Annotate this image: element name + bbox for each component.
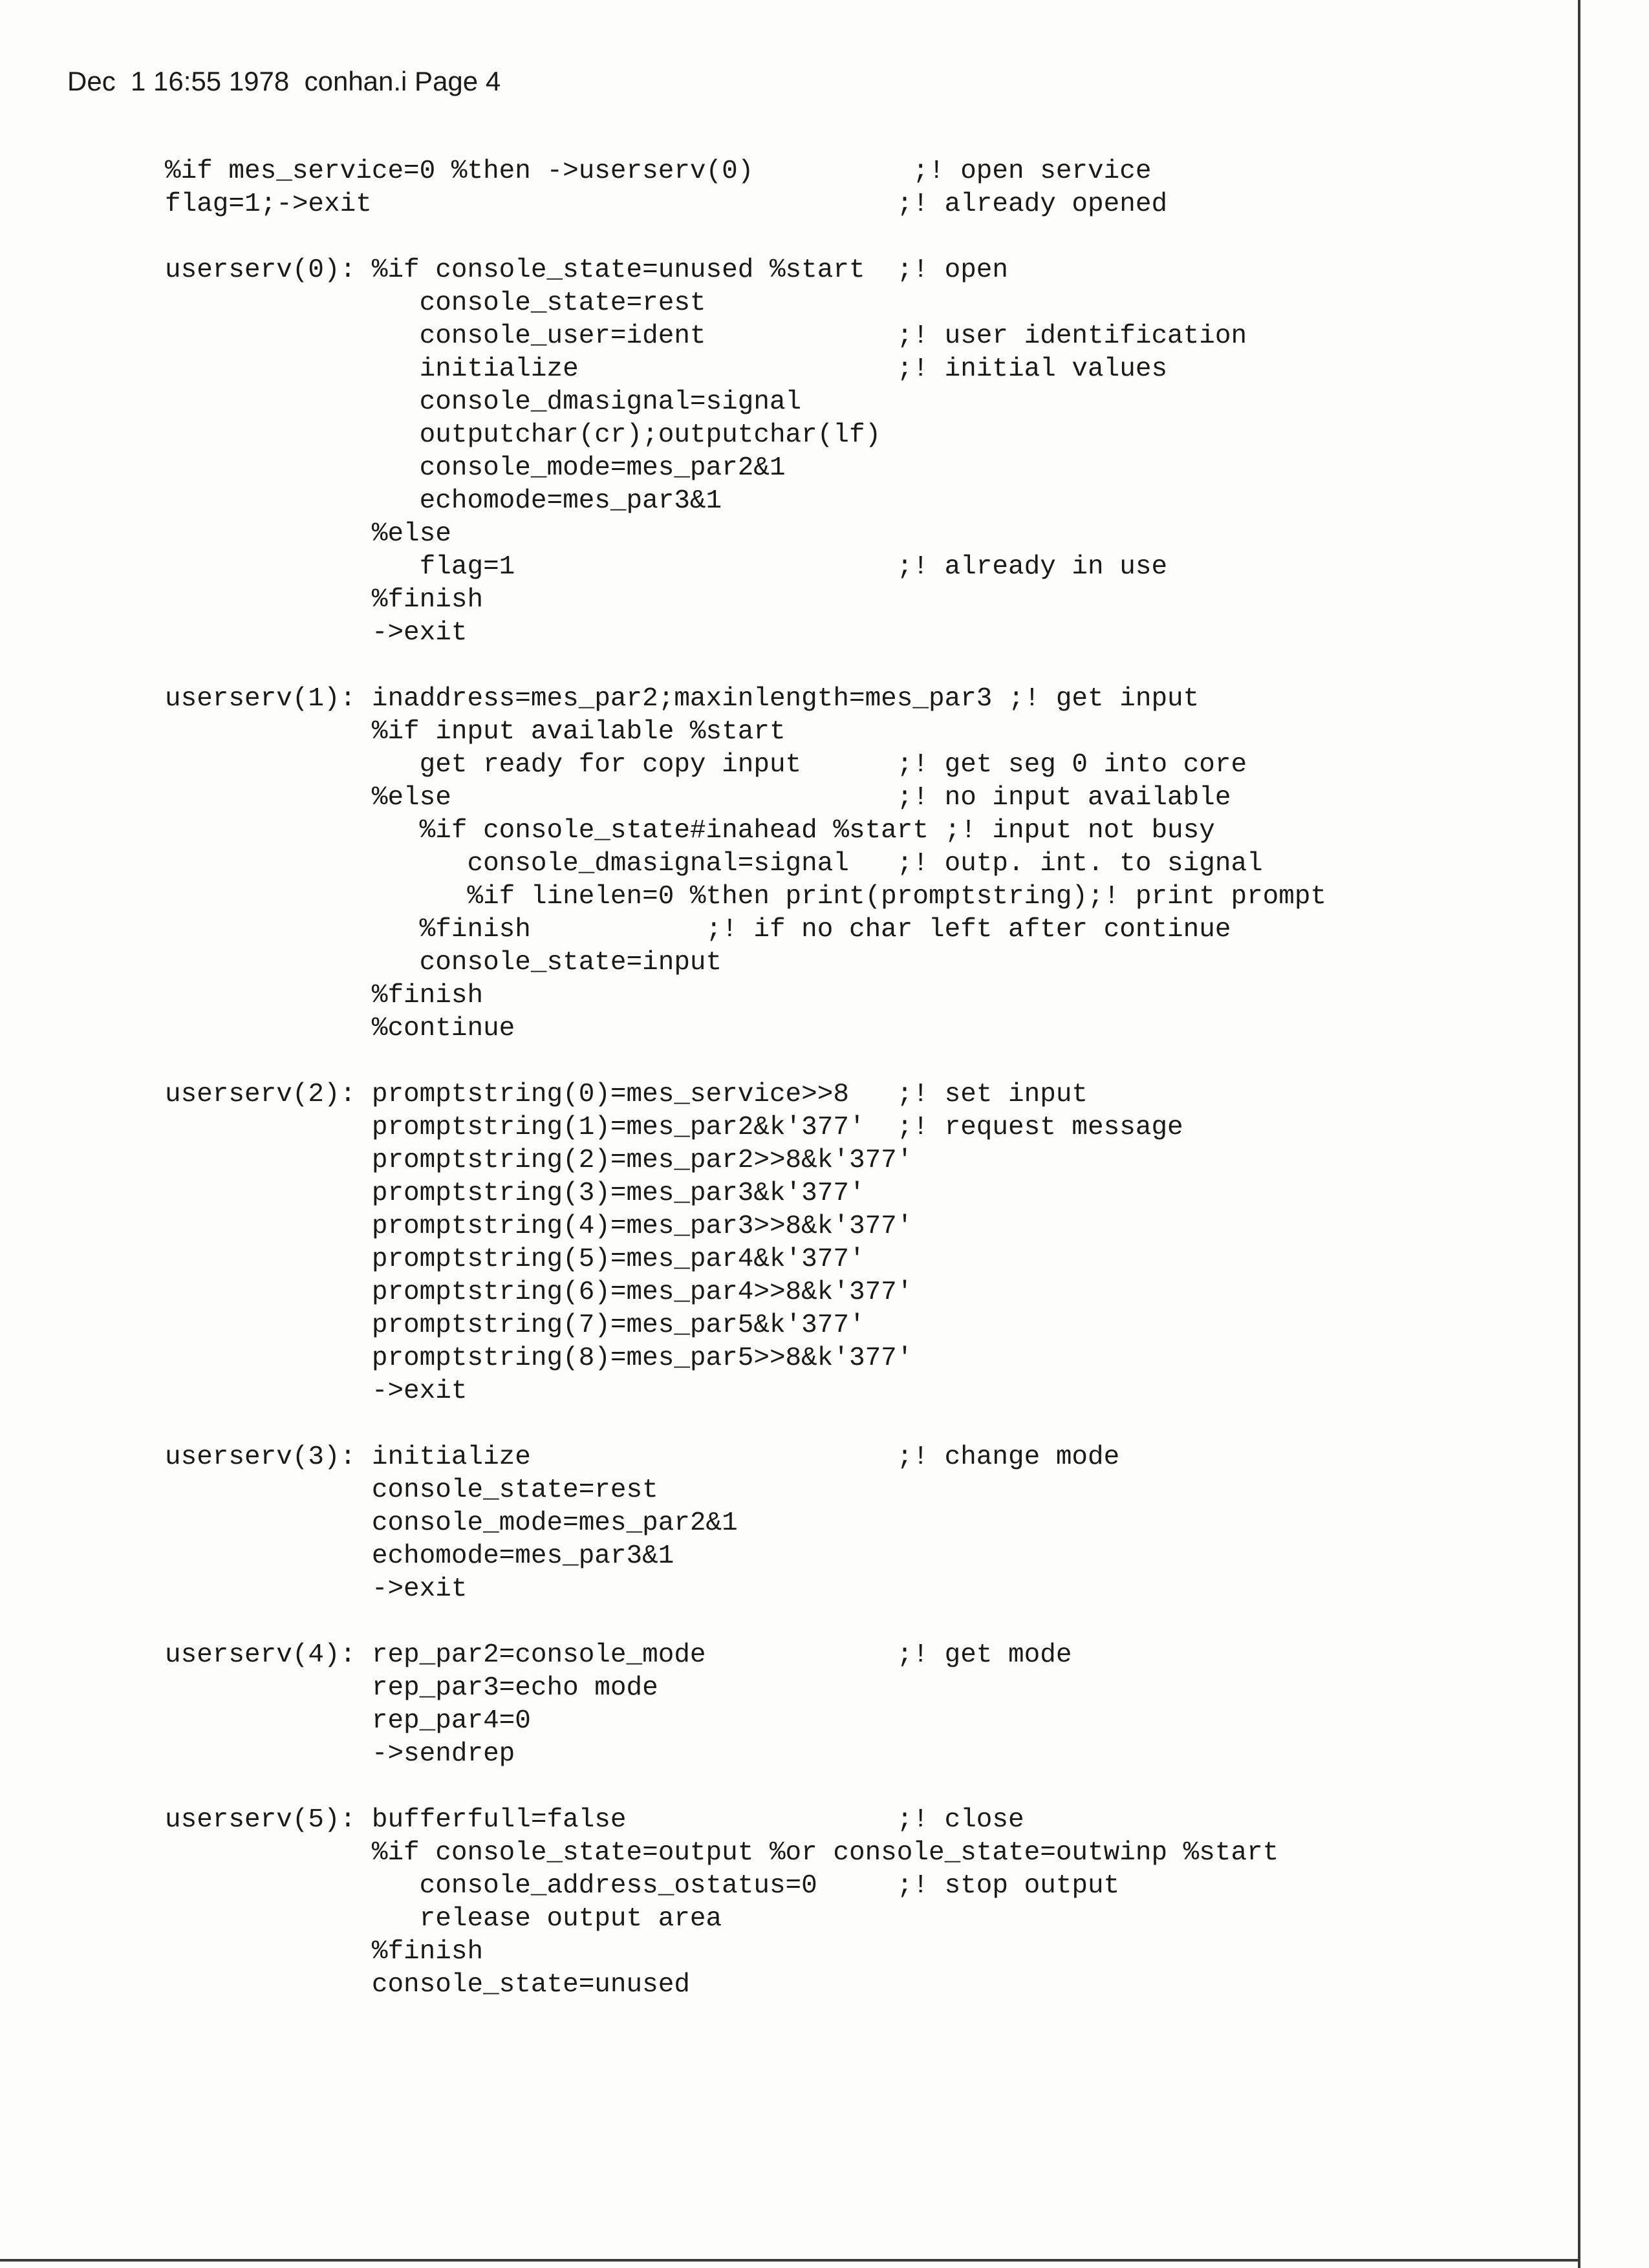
code-line: ->sendrep	[165, 1739, 515, 1769]
code-line: release output area	[165, 1904, 722, 1934]
code-line: console_mode=mes_par2&1	[165, 1508, 738, 1538]
code-line: ->exit	[165, 1574, 468, 1604]
code-line: %finish	[165, 1937, 484, 1967]
code-line: %if console_state#inahead %start ;! input not busy	[165, 816, 1215, 846]
code-line: console_state=rest	[165, 1475, 658, 1505]
code-line: promptstring(1)=mes_par2&k'377' ;! request message	[165, 1113, 1183, 1142]
code-line: %else	[165, 519, 451, 549]
code-line: console_address_ostatus=0 ;! stop output	[165, 1871, 1120, 1901]
code-line: rep_par3=echo mode	[165, 1673, 658, 1703]
code-line: console_dmasignal=signal	[165, 387, 802, 417]
code-line: flag=1;->exit ;! already opened	[165, 189, 1168, 219]
code-line: promptstring(5)=mes_par4&k'377'	[165, 1245, 865, 1274]
code-line: userserv(4): rep_par2=console_mode ;! get mode	[165, 1640, 1072, 1670]
code-line: echomode=mes_par3&1	[165, 486, 722, 516]
code-line: console_dmasignal=signal ;! outp. int. to signal	[165, 849, 1263, 879]
code-line: %if input available %start	[165, 717, 786, 747]
code-line: userserv(3): initialize ;! change mode	[165, 1442, 1120, 1472]
code-line: %finish	[165, 585, 484, 615]
code-line: outputchar(cr);outputchar(lf)	[165, 420, 881, 450]
code-line: promptstring(6)=mes_par4>>8&k'377'	[165, 1278, 913, 1307]
code-line: %finish ;! if no char left after continue	[165, 915, 1231, 945]
code-line: promptstring(3)=mes_par3&k'377'	[165, 1179, 865, 1208]
code-line	[165, 1606, 1326, 1639]
code-line: console_state=input	[165, 948, 722, 978]
code-line: ->exit	[165, 1376, 468, 1406]
code-line: echomode=mes_par3&1	[165, 1541, 674, 1571]
code-line: %continue	[165, 1014, 515, 1043]
code-line: userserv(1): inaddress=mes_par2;maxinlength=mes_par3 ;! get input	[165, 684, 1200, 714]
code-line: console_mode=mes_par2&1	[165, 453, 786, 483]
code-line	[165, 650, 1326, 683]
code-line: userserv(0): %if console_state=unused %start ;! open	[165, 255, 1009, 285]
page-right-edge	[1578, 0, 1580, 2268]
code-line: promptstring(2)=mes_par2>>8&k'377'	[165, 1146, 913, 1175]
code-line: %else ;! no input available	[165, 783, 1231, 813]
code-line: %if mes_service=0 %then ->userserv(0) ;! open service	[165, 156, 1152, 186]
code-line: console_state=unused	[165, 1970, 690, 2000]
code-line: rep_par4=0	[165, 1706, 531, 1736]
code-line: promptstring(8)=mes_par5>>8&k'377'	[165, 1343, 913, 1373]
code-line	[165, 1045, 1326, 1078]
code-line: get ready for copy input ;! get seg 0 into core	[165, 750, 1247, 780]
code-line: promptstring(7)=mes_par5&k'377'	[165, 1311, 865, 1340]
code-line: %finish	[165, 981, 484, 1011]
code-line	[165, 221, 1326, 254]
page-bottom-edge	[0, 2259, 1580, 2262]
code-line: initialize ;! initial values	[165, 354, 1168, 384]
code-line: %if linelen=0 %then print(promptstring);! print prompt	[165, 882, 1327, 912]
page-header: Dec 1 16:55 1978 conhan.i Page 4	[67, 66, 501, 96]
code-line: %if console_state=output %or console_state=outwinp %start	[165, 1838, 1279, 1868]
code-line: userserv(5): bufferfull=false ;! close	[165, 1805, 1024, 1835]
code-line	[165, 1408, 1326, 1441]
code-line: promptstring(4)=mes_par3>>8&k'377'	[165, 1212, 913, 1241]
code-line	[165, 1771, 1326, 1804]
code-line: ->exit	[165, 618, 468, 648]
code-line: flag=1 ;! already in use	[165, 552, 1168, 582]
code-line: userserv(2): promptstring(0)=mes_service>>8 ;! set input	[165, 1080, 1088, 1109]
code-line: console_user=ident ;! user identification	[165, 321, 1247, 351]
code-line: console_state=rest	[165, 288, 706, 318]
code-listing	[165, 155, 1326, 2002]
